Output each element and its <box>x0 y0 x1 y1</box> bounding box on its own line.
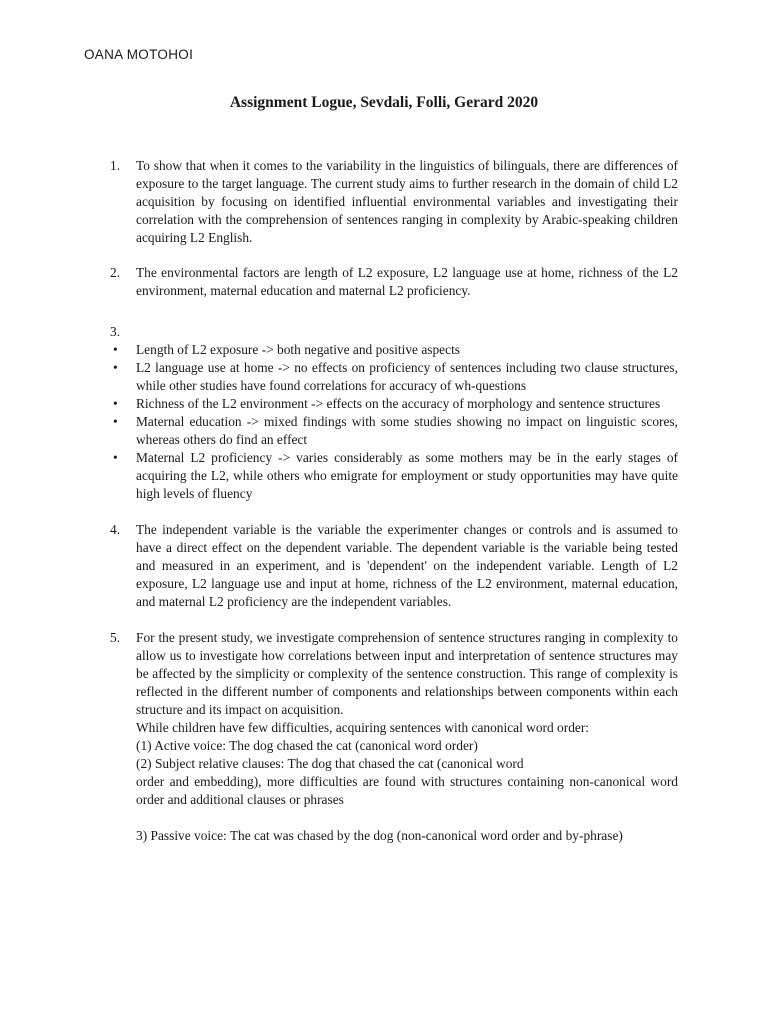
answer-2-text: The environmental factors are length of L2 exposure, L2 language use at home, richness of the L2 environment, maternal education and maternal L2 proficiency. <box>136 265 678 298</box>
item-number: 1. <box>110 158 121 173</box>
bullet-item: • L2 language use at home -> no effects on proficiency of sentences including two clause structures, while other studies have found correlations for accuracy of wh-questions <box>113 360 678 393</box>
bullet-icon: • <box>113 450 118 465</box>
item-number: 5. <box>110 630 121 645</box>
example-active-voice: (1) Active voice: The dog chased the cat (canonical word order) <box>136 738 478 753</box>
example-passive-voice: 3) Passive voice: The cat was chased by the dog (non-canonical word order and by-phrase) <box>136 828 623 843</box>
bullet-icon: • <box>113 396 118 411</box>
answer-5-line: While children have few difficulties, acquiring sentences with canonical word order: <box>136 720 590 735</box>
answer-4-text: The independent variable is the variable the experimenter changes or controls and is assumed to have a direct effect on the dependent variable. The dependent variable is the variable being tested and measured in an experiment, and is 'dependent' on the independent variable. Length of L2 exposure, L2 language use and input at home, richness of the L2 environment, maternal education, and maternal L2 proficiency are the independent variables. <box>136 522 678 609</box>
answer-5 <box>110 629 678 719</box>
answer-5-continuation: order and embedding), more difficulties are found with structures containing non-canonical word order and additional clauses or phrases <box>136 774 678 807</box>
answer-3 <box>110 323 678 341</box>
bullet-item: • Richness of the L2 environment -> effects on the accuracy of morphology and sentence structures <box>113 396 661 411</box>
answer-3-bullet-list <box>110 341 678 503</box>
bullet-icon: • <box>113 414 118 429</box>
example-subject-relative: (2) Subject relative clauses: The dog that chased the cat (canonical word <box>136 756 524 771</box>
bullet-item: • Maternal education -> mixed findings with some studies showing no impact on linguistic scores, whereas others do find an effect <box>113 414 678 447</box>
bullet-icon: • <box>113 360 118 375</box>
document-body <box>110 157 678 845</box>
author-name: OANA MOTOHOI <box>84 47 194 62</box>
bullet-icon: • <box>113 342 118 357</box>
answer-5-text: For the present study, we investigate comprehension of sentence structures ranging in complexity to allow us to investigate how correlations between input and interpretation of sentence structures may be affected by the simplicity or complexity of the sentence construction. This range of complexity is reflected in the different number of components and relationships between components within each structure and its impact on acquisition. <box>136 630 678 717</box>
bullet-item: • Length of L2 exposure -> both negative and positive aspects <box>113 342 461 357</box>
answer-4 <box>110 521 678 611</box>
document-title: Assignment Logue, Sevdali, Folli, Gerard 2020 <box>229 94 539 111</box>
item-number: 4. <box>110 522 121 537</box>
bullet-item: • Maternal L2 proficiency -> varies considerably as some mothers may be in the early stages of acquiring the L2, while others who emigrate for employment or study opportunities may have quite high levels of fluency <box>113 450 678 501</box>
answer-1 <box>110 157 678 247</box>
item-number: 2. <box>110 265 121 280</box>
answer-1-text: To show that when it comes to the variability in the linguistics of bilinguals, there are differences of exposure to the target language. The current study aims to further research in the domain of child L2 acquisition by focusing on identified influential environmental variables and investigating their correlation with the comprehension of sentences ranging in complexity by Arabic-speaking children acquiring L2 English. <box>136 158 678 245</box>
answer-2 <box>110 264 678 300</box>
item-number: 3. <box>110 324 121 339</box>
